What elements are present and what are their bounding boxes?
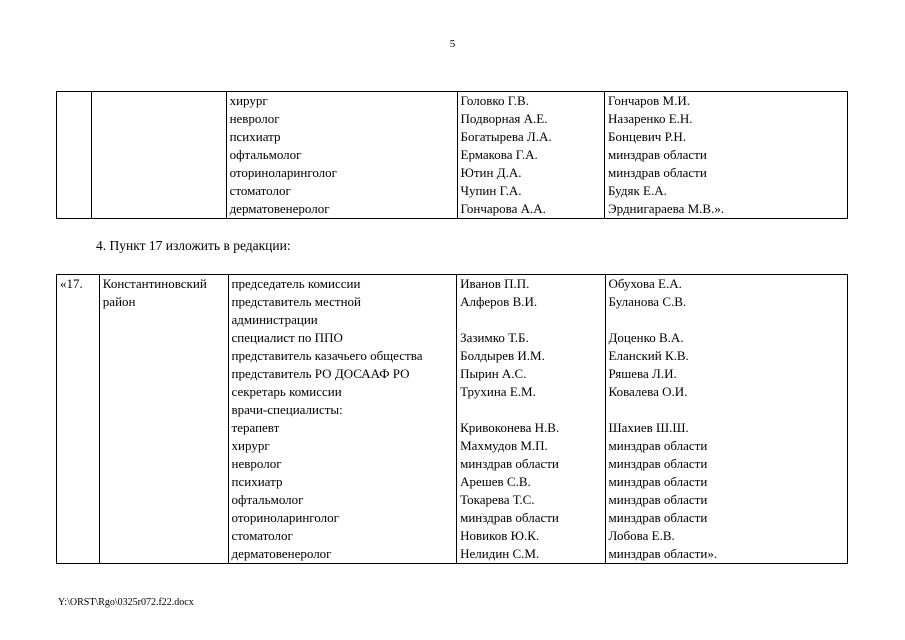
- cell-line: Гончарова А.А.: [460, 201, 546, 216]
- cell-line: Подворная А.Е.: [460, 111, 548, 126]
- cell-line: [57, 401, 99, 419]
- cell-line: оториноларинголог: [229, 165, 337, 180]
- cell-line: [57, 509, 99, 527]
- cell-line: Ютин Д.А.: [460, 165, 522, 180]
- cell-line: минздрав области: [460, 510, 559, 525]
- cell-line: невролог: [229, 111, 280, 126]
- cell-line: представитель РО ДОСААФ РО: [231, 366, 410, 381]
- cell-line: [606, 311, 847, 329]
- cell-line: [57, 383, 99, 401]
- cell-line: Обухова Е.А.: [608, 276, 682, 291]
- reserve-member-cell: [605, 275, 847, 564]
- cell-line: администрации: [231, 312, 318, 327]
- cell-line: минздрав области: [608, 474, 708, 489]
- cell-line: [57, 110, 91, 128]
- cell-line: Новиков Ю.К.: [460, 528, 540, 543]
- cell-line: [457, 311, 604, 329]
- cell-line: [92, 200, 226, 218]
- cell-line: хирург: [229, 93, 268, 108]
- cell-line: Бонцевич Р.Н.: [608, 129, 687, 144]
- cell-line: [100, 347, 228, 365]
- cell-line: Ермакова Г.А.: [460, 147, 538, 162]
- cell-line: минздрав области: [608, 492, 708, 507]
- cell-line: Доценко В.А.: [608, 330, 684, 345]
- cell-line: представитель казачьего общества: [231, 348, 423, 363]
- cell-line: Нелидин С.М.: [460, 546, 540, 561]
- cell-line: Шахиев Ш.Ш.: [608, 420, 689, 435]
- cell-line: [57, 200, 91, 218]
- cell-line: Гончаров М.И.: [608, 93, 691, 108]
- cell-line: Лобова Е.В.: [608, 528, 675, 543]
- cell-line: [92, 164, 226, 182]
- cell-line: секретарь комиссии: [231, 384, 342, 399]
- cell-line: Токарева Т.С.: [460, 492, 535, 507]
- cell-line: [57, 347, 99, 365]
- reserve-member-cell: [605, 92, 848, 219]
- cell-line: [92, 110, 226, 128]
- cell-line: [57, 365, 99, 383]
- cell-line: Буланова С.В.: [608, 294, 687, 309]
- cell-line: Арешев С.В.: [460, 474, 531, 489]
- number-cell: [57, 92, 92, 219]
- cell-line: Ряшева Л.И.: [608, 366, 677, 381]
- cell-line: минздрав области: [608, 438, 708, 453]
- cell-line: Пырин А.С.: [460, 366, 527, 381]
- cell-line: [57, 128, 91, 146]
- cell-line: «17.: [60, 276, 83, 291]
- district-cell: [91, 92, 226, 219]
- cell-line: [57, 437, 99, 455]
- cell-line: Иванов П.П.: [460, 276, 530, 291]
- cell-line: [100, 365, 228, 383]
- cell-line: офтальмолог: [229, 147, 302, 162]
- commission-table-continued: [56, 91, 848, 219]
- cell-line: офтальмолог: [231, 492, 304, 507]
- cell-line: район: [102, 294, 136, 309]
- district-cell: [99, 275, 228, 564]
- cell-line: [100, 491, 228, 509]
- cell-line: [57, 293, 99, 311]
- cell-line: Ковалева О.И.: [608, 384, 688, 399]
- cell-line: [57, 311, 99, 329]
- cell-line: [57, 164, 91, 182]
- table-row: [57, 92, 848, 219]
- cell-line: специалист по ППО: [231, 330, 343, 345]
- cell-line: минздрав области: [460, 456, 559, 471]
- cell-line: председатель комиссии: [231, 276, 361, 291]
- cell-line: [100, 401, 228, 419]
- cell-line: [100, 419, 228, 437]
- member-cell: [457, 275, 605, 564]
- cell-line: [100, 473, 228, 491]
- amendment-paragraph: 4. Пункт 17 изложить в редакции:: [96, 238, 291, 253]
- cell-line: представитель местной: [231, 294, 361, 309]
- cell-line: психиатр: [229, 129, 281, 144]
- cell-line: [100, 455, 228, 473]
- cell-line: минздрав области: [608, 510, 708, 525]
- cell-line: минздрав области: [608, 165, 707, 180]
- cell-line: дерматовенеролог: [229, 201, 330, 216]
- member-cell: [457, 92, 605, 219]
- page-number: 5: [449, 38, 456, 50]
- cell-line: [100, 545, 228, 563]
- cell-line: минздрав области: [608, 456, 708, 471]
- cell-line: [57, 491, 99, 509]
- cell-line: Еланский К.В.: [608, 348, 689, 363]
- file-path-footer: Y:\ORST\Rgo\0325r072.f22.docx: [58, 597, 194, 608]
- cell-line: [606, 401, 847, 419]
- cell-line: [100, 527, 228, 545]
- cell-line: [57, 473, 99, 491]
- cell-line: [92, 146, 226, 164]
- cell-line: психиатр: [231, 474, 283, 489]
- cell-line: [100, 437, 228, 455]
- cell-line: Зазимко Т.Б.: [460, 330, 529, 345]
- cell-line: Богатырева Л.А.: [460, 129, 552, 144]
- cell-line: минздрав области: [608, 147, 707, 162]
- cell-line: Будяк Е.А.: [608, 183, 667, 198]
- cell-line: Эрднигараева М.В.».: [608, 201, 725, 216]
- cell-line: [57, 92, 91, 110]
- position-cell: [226, 92, 457, 219]
- number-cell: [57, 275, 100, 564]
- cell-line: Трухина Е.М.: [460, 384, 536, 399]
- cell-line: [92, 128, 226, 146]
- table-row: [57, 275, 848, 564]
- cell-line: [57, 329, 99, 347]
- cell-line: Алферов В.И.: [460, 294, 538, 309]
- cell-line: Головко Г.В.: [460, 93, 529, 108]
- cell-line: [57, 455, 99, 473]
- cell-line: [100, 383, 228, 401]
- cell-line: терапевт: [231, 420, 280, 435]
- cell-line: Болдырев И.М.: [460, 348, 545, 363]
- cell-line: [57, 545, 99, 563]
- cell-line: Кривоконева Н.В.: [460, 420, 560, 435]
- cell-line: дерматовенеролог: [231, 546, 332, 561]
- cell-line: [457, 401, 604, 419]
- cell-line: Махмудов М.П.: [460, 438, 548, 453]
- cell-line: врачи-специалисты:: [231, 402, 343, 417]
- cell-line: Чупин Г.А.: [460, 183, 522, 198]
- position-cell: [228, 275, 457, 564]
- cell-line: невролог: [231, 456, 282, 471]
- cell-line: [92, 182, 226, 200]
- commission-table-item-17: [56, 274, 848, 564]
- cell-line: хирург: [231, 438, 270, 453]
- cell-line: [57, 419, 99, 437]
- cell-line: оториноларинголог: [231, 510, 339, 525]
- cell-line: стоматолог: [231, 528, 293, 543]
- cell-line: [57, 182, 91, 200]
- cell-line: стоматолог: [229, 183, 291, 198]
- cell-line: минздрав области».: [608, 546, 718, 561]
- cell-line: [57, 527, 99, 545]
- cell-line: Назаренко Е.Н.: [608, 111, 693, 126]
- cell-line: [100, 329, 228, 347]
- cell-line: [92, 92, 226, 110]
- cell-line: [100, 311, 228, 329]
- cell-line: [57, 146, 91, 164]
- cell-line: Константиновский: [102, 276, 207, 291]
- cell-line: [100, 509, 228, 527]
